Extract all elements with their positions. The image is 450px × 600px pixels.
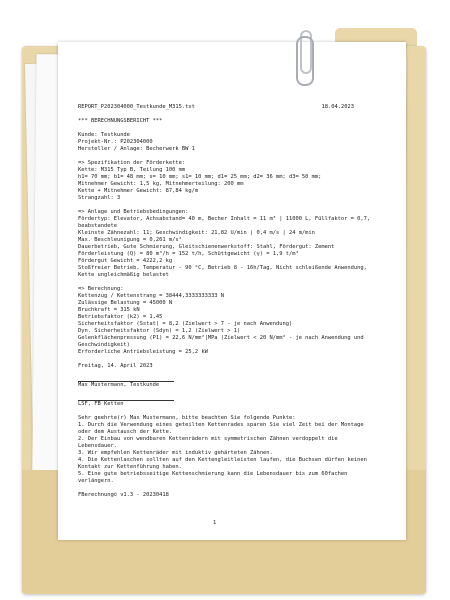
- operating-line: Stoßfreier Betrieb, Temperatur - 90 °C, Betrieb 8 - 16h/Tag, Nicht schleißende Anwendung, Kette ungleichmäßig belastet: [78, 265, 371, 278]
- customer-line: Hersteller / Anlage: Becherwerk BW 1: [78, 146, 195, 152]
- page-number: 1: [213, 520, 217, 526]
- chain-spec-line: Kette + Mitnehmer Gewicht: 87,84 kg/m: [78, 188, 199, 194]
- report-text: [78, 104, 378, 499]
- operating-heading: => Anlage und Betriebsbedingungen:: [78, 209, 189, 215]
- calculation-line: Sicherheitsfaktor (Sstat) = 8,2 (Zielwert > 7 - je nach Anwendung): [78, 321, 293, 327]
- note-item: 5. Eine gute betriebsseitige Kettenschmierung kann die Lebensdauer bis zum 60fachen verlängern.: [78, 471, 351, 484]
- notes-intro: Sehr geehrte(r) Max Mustermann, bitte beachten Sie folgende Punkte:: [78, 415, 296, 421]
- operating-line: Fördertyp: Elevator, Achsabstand= 40 m, Becher Inhalt = 11 m³ | 11000 L, Füllfaktor = 0,7, beabstandete: [78, 216, 374, 229]
- operating-line: Dauerbetrieb, Gute Schmierung, Gleitschienenwerkstoff: Stahl, Fördergut: Zement: [78, 244, 335, 250]
- paperclip-icon-outer: [296, 36, 314, 86]
- chain-spec-line: Strangzahl: 3: [78, 195, 121, 201]
- calculation-heading: => Berechnung:: [78, 286, 124, 292]
- customer-line: Kunde: Testkunde: [78, 132, 130, 138]
- operating-line: Kleinste Zähnezahl: 11; Geschwindigkeit: 21,82 U/min | 0,4 m/s | 24 m/min: [78, 230, 315, 236]
- report-footer: FBerechnung© v1.3 - 20230418: [78, 492, 169, 498]
- operating-line: Max. Beschleunigung = 0,261 m/s²: [78, 237, 182, 243]
- chain-spec-line: Kette: M315 Typ B, Teilung 100 mm: [78, 167, 186, 173]
- signature-company: LSF, FB Ketten: [78, 401, 124, 407]
- calculation-line: Erforderliche Antriebsleistung = 25,2 kW: [78, 349, 208, 355]
- operating-line: Förderleistung (Q) = 80 m³/h = 152 t/h, Schüttgewicht (γ) = 1,9 t/m³: [78, 251, 299, 257]
- note-item: 1. Durch die Verwendung eines geteilten Kettenrades sparen Sie viel Zeit bei der Montage oder dem Austausch der Kette.: [78, 422, 367, 435]
- calculation-line: Bruchkraft = 315 kN: [78, 307, 140, 313]
- chain-spec-heading: => Spezifikation der Förderkette:: [78, 160, 186, 166]
- note-item: 4. Die Kettenlaschen sollten auf den Kettengleitleisten laufen, die Buchsen dürfen keinen Kontakt zur Kettenführung haben.: [78, 457, 371, 470]
- report-title: *** BERECHNUNGSBERICHT ***: [78, 118, 163, 124]
- calculation-line: Gelenkflächenpressung (P1) = 22,6 N/mm²|MPa (Zielwert < 20 N/mm² - je nach Anwendung und Geschwindigkeit): [78, 335, 367, 348]
- calculation-line: Betriebsfaktor (k2) = 1,45: [78, 314, 163, 320]
- note-item: 2. Der Einbau von wendbaren Kettenrädern mit symmetrischen Zähnen verdoppelt die Lebensdauer.: [78, 436, 341, 449]
- calculation-line: Zulässige Belastung = 45000 N: [78, 300, 173, 306]
- customer-line: Projekt-Nr.: P202304000: [78, 139, 153, 145]
- calculation-line: Kettenzug / Kettenstrang = 38444,3333333333 N: [78, 293, 225, 299]
- chain-spec-line: h1= 70 mm; b1= 48 mm; s= 10 mm; s1= 10 mm; d1= 25 mm; d2= 36 mm; d3= 50 mm;: [78, 174, 322, 180]
- chain-spec-line: Mitnehmer Gewicht: 1,5 kg, Mitnehmerteilung: 200 mm: [78, 181, 244, 187]
- report-filename: REPORT_P202304000_Testkunde_M315.txt: [78, 104, 195, 110]
- calculation-line: Dyn. Sicherheitsfaktor (Sdyn) = 1,2 (Zielwert > 1): [78, 328, 241, 334]
- report-header: [78, 104, 354, 111]
- signature-name: Max Mustermann, Testkunde: [78, 382, 160, 388]
- report-date: 18.04.2023: [321, 104, 354, 110]
- operating-line: Fördergut Gewicht = 4222,2 kg: [78, 258, 173, 264]
- signature-date: Freitag, 14. April 2023: [78, 363, 153, 369]
- note-item: 3. Wir empfehlen Kettenräder mit induktiv gehärteten Zähnen.: [78, 450, 273, 456]
